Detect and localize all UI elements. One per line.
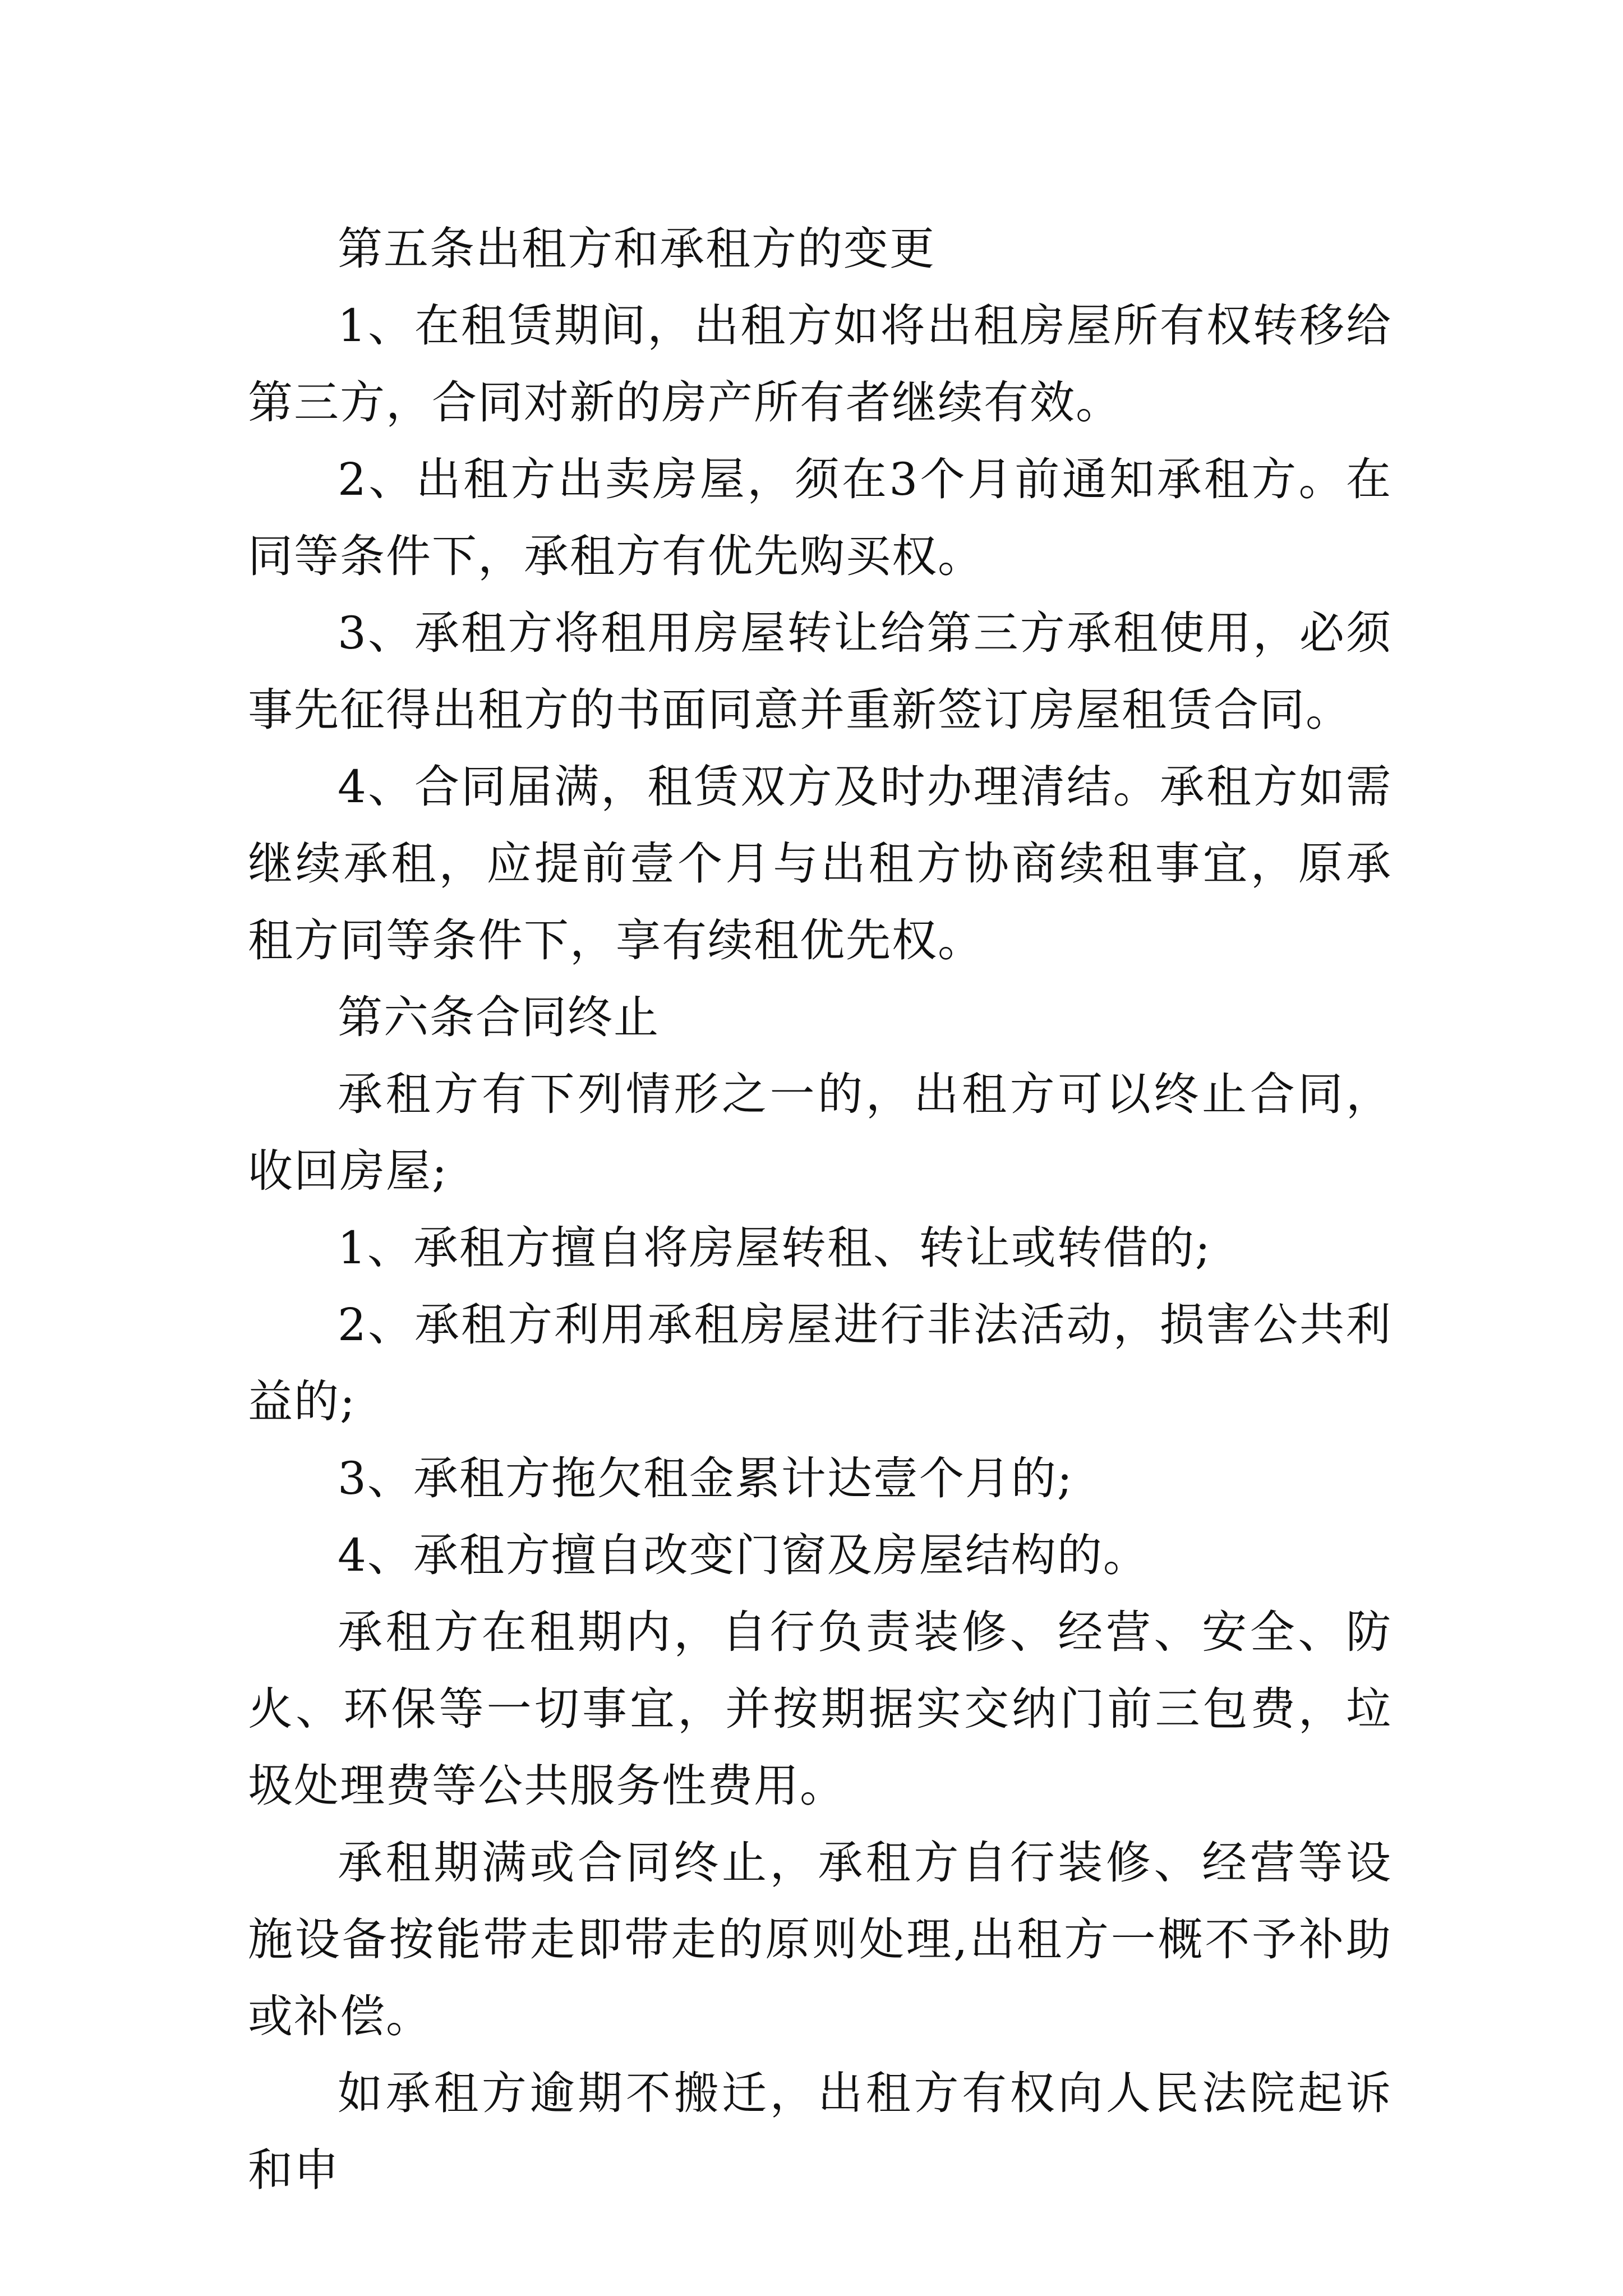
clause-paragraph: 2、出租方出卖房屋，须在3个月前通知承租方。在同等条件下，承租方有优先购买权。 [248,453,1392,582]
clause-paragraph: 4、承租方擅自改变门窗及房屋结构的。 [338,1529,1149,1581]
clause-paragraph: 1、在租赁期间，出租方如将出租房屋所有权转移给第三方，合同对新的房产所有者继续有效。 [248,300,1392,429]
clause-paragraph: 3、承租方将租用房屋转让给第三方承租使用，必须事先征得出租方的书面同意并重新签订房屋租赁合同。 [248,607,1392,736]
clause-paragraph: 承租方有下列情形之一的，出租方可以终止合同，收回房屋; [248,1068,1392,1197]
clause-paragraph: 2、承租方利用承租房屋进行非法活动，损害公共利益的; [248,1299,1392,1428]
section-heading-6: 第六条合同终止 [338,991,660,1043]
section-heading-5: 第五条出租方和承租方的变更 [338,223,935,275]
clause-paragraph: 1、承租方擅自将房屋转租、转让或转借的; [338,1222,1211,1274]
clause-paragraph: 承租方在租期内，自行负责装修、经营、安全、防火、环保等一切事宜，并按期据实交纳门前三包费，垃圾处理费等公共服务性费用。 [248,1606,1392,1812]
document-body [248,210,1392,2208]
clause-paragraph: 如承租方逾期不搬迁，出租方有权向人民法院起诉和申 [248,2067,1392,2196]
clause-paragraph: 承租期满或合同终止，承租方自行装修、经营等设施设备按能带走即带走的原则处理,出租方一概不予补助或补偿。 [248,1837,1392,2042]
clause-paragraph: 4、合同届满，租赁双方及时办理清结。承租方如需继续承租，应提前壹个月与出租方协商续租事宜，原承租方同等条件下，享有续租优先权。 [248,761,1392,967]
clause-paragraph: 3、承租方拖欠租金累计达壹个月的; [338,1452,1073,1504]
